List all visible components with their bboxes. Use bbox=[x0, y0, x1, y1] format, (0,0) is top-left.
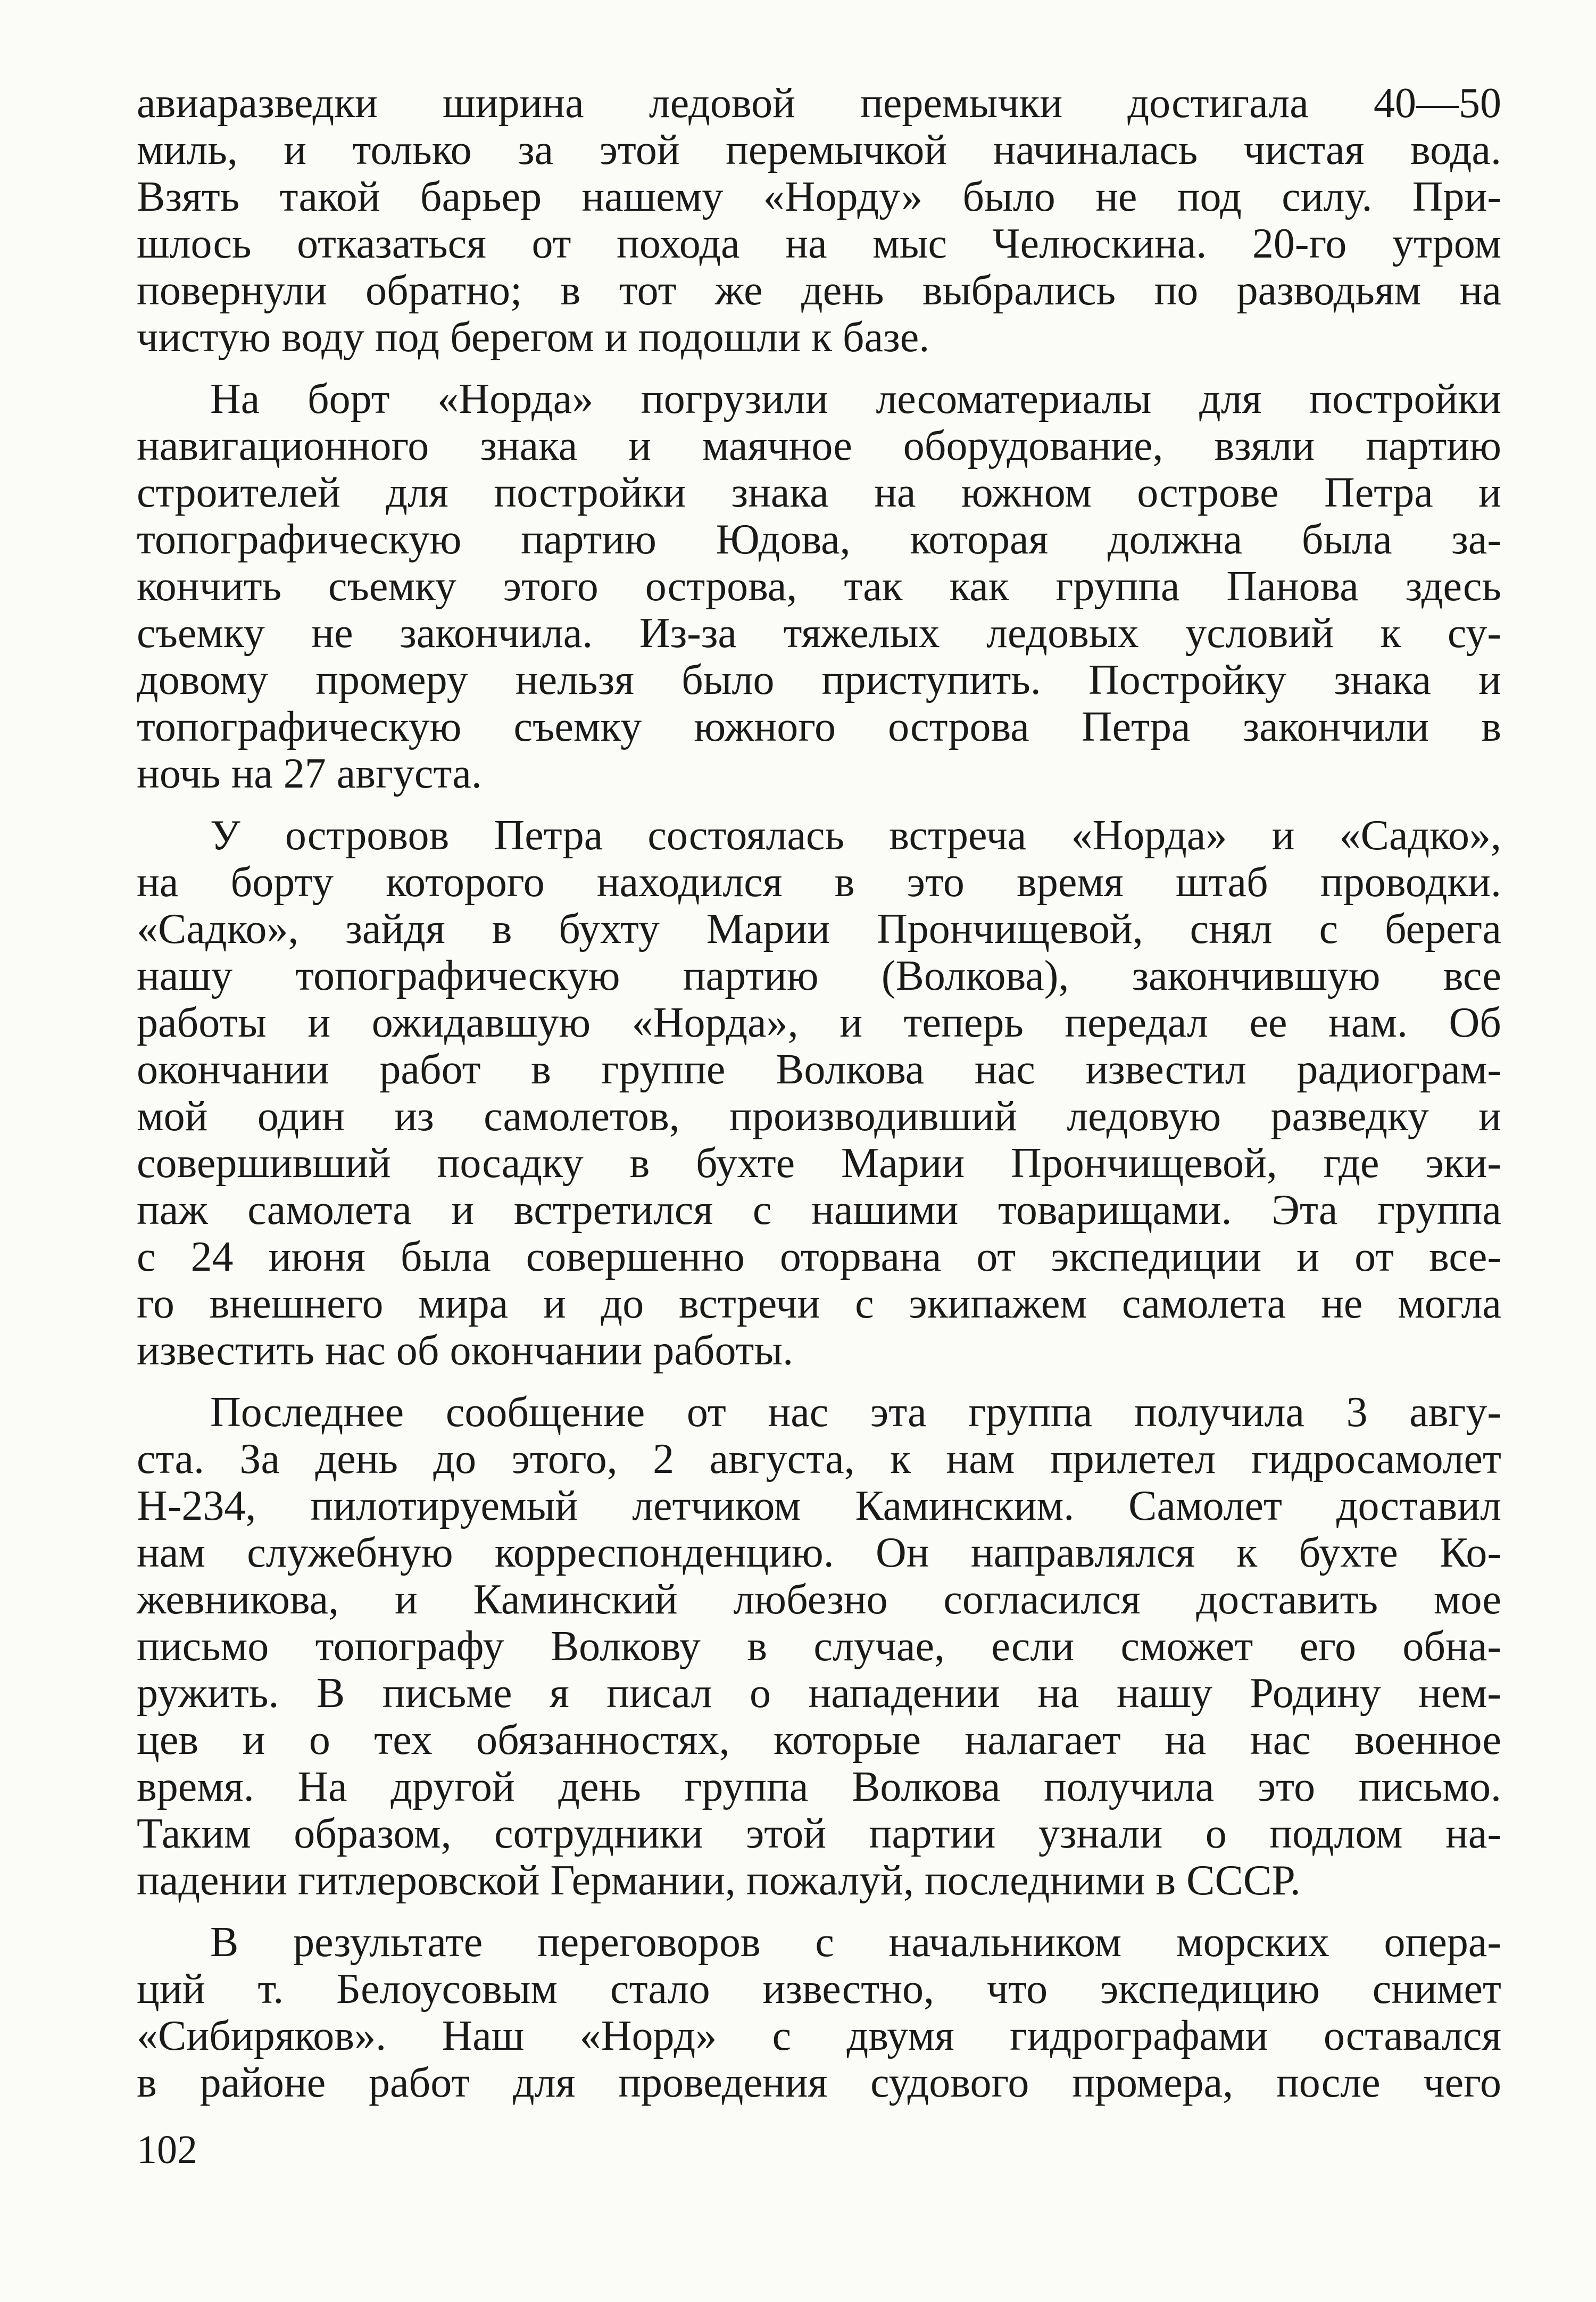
text-line: письмо топографу Волкову в случае, если сможет его обна- bbox=[137, 1623, 1501, 1670]
text-line: на борту которого находился в это время штаб проводки. bbox=[137, 859, 1501, 906]
paragraph bbox=[137, 80, 1501, 361]
text-line: шлось отказаться от похода на мыс Челюскина. 20-го утром bbox=[137, 220, 1501, 267]
text-line: Последнее сообщение от нас эта группа получила 3 авгу- bbox=[210, 1389, 1501, 1436]
text-line: ружить. В письме я писал о нападении на нашу Родину нем- bbox=[137, 1670, 1501, 1717]
text-line: У островов Петра состоялась встреча «Норда» и «Садко», bbox=[210, 812, 1501, 859]
text-line: ций т. Белоусовым стало известно, что экспедицию снимет bbox=[137, 1966, 1501, 2013]
text-line: кончить съемку этого острова, так как группа Панова здесь bbox=[137, 563, 1501, 610]
text-line: совершивший посадку в бухте Марии Прончищевой, где эки- bbox=[137, 1140, 1501, 1187]
text-line: «Садко», зайдя в бухту Марии Прончищевой, снял с берега bbox=[137, 906, 1501, 953]
text-line: в районе работ для проведения судового промера, после чего bbox=[137, 2059, 1501, 2106]
text-line: Н-234, пилотируемый летчиком Каминским. Самолет доставил bbox=[137, 1483, 1501, 1529]
paragraph bbox=[137, 1389, 1501, 1904]
text-line: навигационного знака и маячное оборудование, взяли партию bbox=[137, 423, 1501, 469]
text-line: ночь на 27 августа. bbox=[137, 750, 482, 797]
paragraph bbox=[137, 812, 1501, 1374]
page-body-text bbox=[137, 80, 1501, 2121]
paragraph bbox=[137, 376, 1501, 797]
text-line: паж самолета и встретился с нашими товарищами. Эта группа bbox=[137, 1187, 1501, 1233]
text-line: На борт «Норда» погрузили лесоматериалы для постройки bbox=[210, 376, 1501, 423]
text-line: миль, и только за этой перемычкой начиналась чистая вода. bbox=[137, 127, 1501, 173]
text-line: «Сибиряков». Наш «Норд» с двумя гидрографами оставался bbox=[137, 2013, 1501, 2059]
text-line: повернули обратно; в тот же день выбрались по разводьям на bbox=[137, 267, 1501, 314]
text-line: строителей для постройки знака на южном острове Петра и bbox=[137, 469, 1501, 516]
text-line: Таким образом, сотрудники этой партии узнали о подлом на- bbox=[137, 1810, 1501, 1857]
text-line: Взять такой барьер нашему «Норду» было не под силу. При- bbox=[137, 173, 1501, 220]
text-line: мой один из самолетов, производивший ледовую разведку и bbox=[137, 1093, 1501, 1140]
text-line: чистую воду под берегом и подошли к базе. bbox=[137, 314, 930, 361]
text-line: окончании работ в группе Волкова нас известил радиограм- bbox=[137, 1046, 1501, 1093]
text-line: известить нас об окончании работы. bbox=[137, 1327, 794, 1374]
text-line: топографическую съемку южного острова Петра закончили в bbox=[137, 703, 1501, 750]
text-line: ста. За день до этого, 2 августа, к нам прилетел гидросамолет bbox=[137, 1436, 1501, 1483]
text-line: го внешнего мира и до встречи с экипажем самолета не могла bbox=[137, 1280, 1501, 1327]
text-line: топографическую партию Юдова, которая должна была за- bbox=[137, 516, 1501, 563]
text-line: съемку не закончила. Из-за тяжелых ледовых условий к су- bbox=[137, 610, 1501, 657]
text-line: жевникова, и Каминский любезно согласился доставить мое bbox=[137, 1576, 1501, 1623]
text-line: авиаразведки ширина ледовой перемычки достигала 40—50 bbox=[137, 80, 1501, 127]
page-number: 102 bbox=[137, 2127, 197, 2172]
text-line: цев и о тех обязанностях, которые налагает на нас военное bbox=[137, 1717, 1501, 1763]
text-line: нашу топографическую партию (Волкова), закончившую все bbox=[137, 953, 1501, 999]
text-line: с 24 июня была совершенно оторвана от экспедиции и от все- bbox=[137, 1233, 1501, 1280]
text-line: работы и ожидавшую «Норда», и теперь передал ее нам. Об bbox=[137, 999, 1501, 1046]
text-line: время. На другой день группа Волкова получила это письмо. bbox=[137, 1763, 1501, 1810]
paragraph bbox=[137, 1919, 1501, 2106]
text-line: нам служебную корреспонденцию. Он направлялся к бухте Ко- bbox=[137, 1529, 1501, 1576]
text-line: довому промеру нельзя было приступить. Постройку знака и bbox=[137, 657, 1501, 703]
text-line: падении гитлеровской Германии, пожалуй, последними в СССР. bbox=[137, 1857, 1301, 1904]
text-line: В результате переговоров с начальником морских опера- bbox=[210, 1919, 1501, 1966]
